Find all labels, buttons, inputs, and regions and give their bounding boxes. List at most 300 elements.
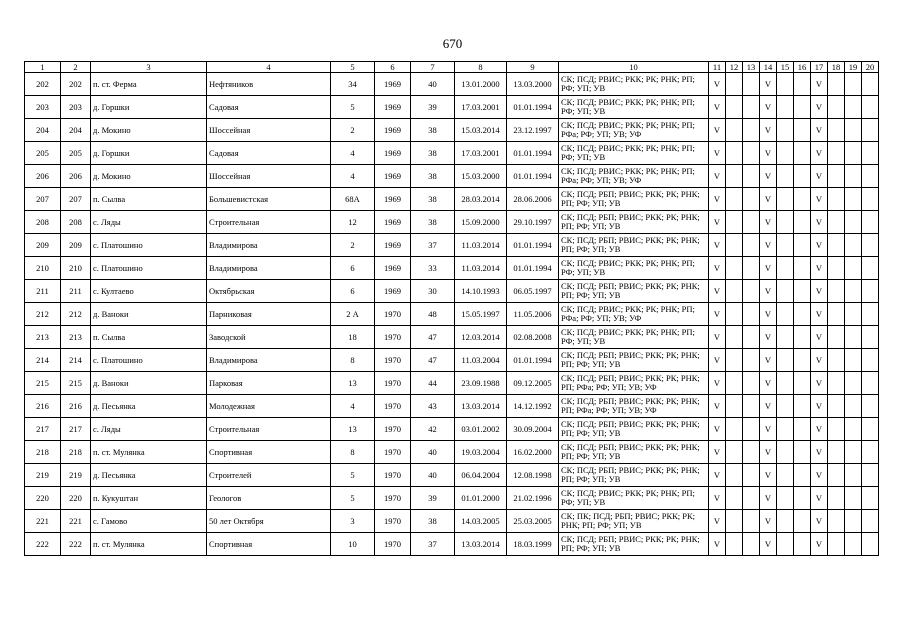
mark-cell-20: [862, 349, 879, 372]
mark-cell-16: [794, 464, 811, 487]
repair-date-cell: 11.05.2006: [507, 303, 559, 326]
work-types-cell: СК; ПСД; РБП; РВИС; РКК; РК; РНК; РП; РФ; УП; УВ: [559, 349, 709, 372]
mark-cell-18: [828, 234, 845, 257]
table-row: [25, 211, 879, 234]
inspection-date-cell: 14.03.2005: [455, 510, 507, 533]
mark-cell-15: [777, 211, 794, 234]
repair-date-cell: 18.03.1999: [507, 533, 559, 556]
street-cell: Нефтяников: [207, 73, 331, 96]
column-number-header: 20: [862, 62, 879, 73]
inspection-date-cell: 17.03.2001: [455, 96, 507, 119]
mark-cell-11: V: [709, 395, 726, 418]
year-built-cell: 1970: [375, 441, 411, 464]
repair-date-cell: 12.08.1998: [507, 464, 559, 487]
locality-cell: д. Мокино: [91, 165, 207, 188]
mark-cell-14: V: [760, 326, 777, 349]
mark-cell-20: [862, 142, 879, 165]
repair-date-cell: 21.02.1996: [507, 487, 559, 510]
row-number-cell: 218: [25, 441, 61, 464]
row-number-cell: 204: [25, 119, 61, 142]
mark-cell-15: [777, 326, 794, 349]
mark-cell-14: V: [760, 96, 777, 119]
mark-cell-20: [862, 211, 879, 234]
building-number-cell: 4: [331, 395, 375, 418]
locality-cell: п. Сылва: [91, 326, 207, 349]
row-number-cell: 217: [25, 418, 61, 441]
table-row: [25, 234, 879, 257]
mark-cell-19: [845, 73, 862, 96]
building-number-cell: 18: [331, 326, 375, 349]
house-number-cell: 209: [61, 234, 91, 257]
mark-cell-19: [845, 487, 862, 510]
mark-cell-13: [743, 349, 760, 372]
work-types-cell: СК; ПСД; РБП; РВИС; РКК; РК; РНК; РП; РФа; РФ; УП; УВ; УФ: [559, 395, 709, 418]
inspection-date-cell: 15.05.1997: [455, 303, 507, 326]
mark-cell-12: [726, 234, 743, 257]
mark-cell-19: [845, 234, 862, 257]
mark-cell-13: [743, 533, 760, 556]
mark-cell-16: [794, 441, 811, 464]
street-cell: Шоссейная: [207, 165, 331, 188]
mark-cell-16: [794, 234, 811, 257]
mark-cell-16: [794, 395, 811, 418]
repair-date-cell: 23.12.1997: [507, 119, 559, 142]
mark-cell-12: [726, 165, 743, 188]
street-cell: Строителей: [207, 464, 331, 487]
inspection-date-cell: 11.03.2014: [455, 257, 507, 280]
wear-percent-cell: 38: [411, 510, 455, 533]
street-cell: Геологов: [207, 487, 331, 510]
inspection-date-cell: 15.03.2014: [455, 119, 507, 142]
building-number-cell: 3: [331, 510, 375, 533]
mark-cell-16: [794, 487, 811, 510]
mark-cell-20: [862, 464, 879, 487]
house-number-cell: 219: [61, 464, 91, 487]
mark-cell-12: [726, 510, 743, 533]
row-number-cell: 206: [25, 165, 61, 188]
mark-cell-17: V: [811, 280, 828, 303]
row-number-cell: 220: [25, 487, 61, 510]
inspection-date-cell: 17.03.2001: [455, 142, 507, 165]
mark-cell-14: V: [760, 280, 777, 303]
mark-cell-19: [845, 165, 862, 188]
mark-cell-19: [845, 96, 862, 119]
column-number-header: 15: [777, 62, 794, 73]
building-number-cell: 34: [331, 73, 375, 96]
column-number-header: 4: [207, 62, 331, 73]
house-number-cell: 218: [61, 441, 91, 464]
table-row: [25, 73, 879, 96]
mark-cell-20: [862, 441, 879, 464]
mark-cell-14: V: [760, 395, 777, 418]
house-number-cell: 213: [61, 326, 91, 349]
locality-cell: д. Горшки: [91, 96, 207, 119]
mark-cell-19: [845, 349, 862, 372]
mark-cell-16: [794, 96, 811, 119]
mark-cell-18: [828, 119, 845, 142]
mark-cell-12: [726, 257, 743, 280]
street-cell: Парниковая: [207, 303, 331, 326]
mark-cell-20: [862, 119, 879, 142]
repair-date-cell: 25.03.2005: [507, 510, 559, 533]
mark-cell-11: V: [709, 372, 726, 395]
mark-cell-14: V: [760, 418, 777, 441]
mark-cell-13: [743, 142, 760, 165]
wear-percent-cell: 38: [411, 119, 455, 142]
locality-cell: п. ст. Ферма: [91, 73, 207, 96]
mark-cell-19: [845, 280, 862, 303]
wear-percent-cell: 37: [411, 533, 455, 556]
mark-cell-11: V: [709, 533, 726, 556]
table-row: [25, 188, 879, 211]
mark-cell-14: V: [760, 464, 777, 487]
building-number-cell: 4: [331, 142, 375, 165]
row-number-cell: 222: [25, 533, 61, 556]
locality-cell: д. Горшки: [91, 142, 207, 165]
repair-date-cell: 01.01.1994: [507, 234, 559, 257]
inspection-date-cell: 13.03.2014: [455, 395, 507, 418]
mark-cell-11: V: [709, 487, 726, 510]
mark-cell-17: V: [811, 257, 828, 280]
house-number-cell: 204: [61, 119, 91, 142]
year-built-cell: 1969: [375, 188, 411, 211]
mark-cell-12: [726, 188, 743, 211]
column-number-header: 14: [760, 62, 777, 73]
wear-percent-cell: 38: [411, 211, 455, 234]
mark-cell-13: [743, 372, 760, 395]
mark-cell-20: [862, 234, 879, 257]
mark-cell-11: V: [709, 119, 726, 142]
mark-cell-15: [777, 73, 794, 96]
year-built-cell: 1969: [375, 165, 411, 188]
mark-cell-12: [726, 211, 743, 234]
year-built-cell: 1970: [375, 533, 411, 556]
inspection-date-cell: 14.10.1993: [455, 280, 507, 303]
inspection-date-cell: 12.03.2014: [455, 326, 507, 349]
wear-percent-cell: 47: [411, 326, 455, 349]
work-types-cell: СК; ПСД; РВИС; РКК; РК; РНК; РП; РФа; РФ; УП; УВ; УФ: [559, 303, 709, 326]
building-number-cell: 6: [331, 257, 375, 280]
column-number-header: 12: [726, 62, 743, 73]
mark-cell-14: V: [760, 441, 777, 464]
mark-cell-16: [794, 372, 811, 395]
work-types-cell: СК; ПСД; РВИС; РКК; РК; РНК; РП; РФ; УП; УВ: [559, 257, 709, 280]
mark-cell-18: [828, 441, 845, 464]
mark-cell-14: V: [760, 211, 777, 234]
repair-date-cell: 02.08.2008: [507, 326, 559, 349]
building-number-cell: 68А: [331, 188, 375, 211]
work-types-cell: СК; ПСД; РБП; РВИС; РКК; РК; РНК; РП; РФ; УП; УВ: [559, 464, 709, 487]
mark-cell-17: V: [811, 303, 828, 326]
street-cell: Шоссейная: [207, 119, 331, 142]
mark-cell-15: [777, 441, 794, 464]
mark-cell-12: [726, 533, 743, 556]
mark-cell-18: [828, 142, 845, 165]
mark-cell-15: [777, 234, 794, 257]
house-number-cell: 216: [61, 395, 91, 418]
mark-cell-11: V: [709, 303, 726, 326]
mark-cell-12: [726, 418, 743, 441]
repair-date-cell: 01.01.1994: [507, 349, 559, 372]
wear-percent-cell: 38: [411, 165, 455, 188]
column-number-header: 16: [794, 62, 811, 73]
table-row: [25, 326, 879, 349]
inspection-date-cell: 13.03.2014: [455, 533, 507, 556]
page-number: 670: [442, 36, 463, 51]
mark-cell-12: [726, 96, 743, 119]
mark-cell-19: [845, 441, 862, 464]
mark-cell-13: [743, 510, 760, 533]
mark-cell-18: [828, 372, 845, 395]
building-number-cell: 6: [331, 280, 375, 303]
mark-cell-15: [777, 533, 794, 556]
inspection-date-cell: 06.04.2004: [455, 464, 507, 487]
work-types-cell: СК; ПСД; РВИС; РКК; РК; РНК; РП; РФ; УП; УВ: [559, 326, 709, 349]
row-number-cell: 202: [25, 73, 61, 96]
row-number-cell: 211: [25, 280, 61, 303]
mark-cell-13: [743, 395, 760, 418]
mark-cell-14: V: [760, 533, 777, 556]
inspection-date-cell: 03.01.2002: [455, 418, 507, 441]
inspection-date-cell: 28.03.2014: [455, 188, 507, 211]
mark-cell-11: V: [709, 234, 726, 257]
street-cell: Владимирова: [207, 257, 331, 280]
year-built-cell: 1969: [375, 142, 411, 165]
wear-percent-cell: 39: [411, 96, 455, 119]
mark-cell-20: [862, 510, 879, 533]
repair-date-cell: 09.12.2005: [507, 372, 559, 395]
mark-cell-13: [743, 73, 760, 96]
mark-cell-15: [777, 418, 794, 441]
mark-cell-19: [845, 188, 862, 211]
row-number-cell: 209: [25, 234, 61, 257]
column-number-header: 13: [743, 62, 760, 73]
repair-date-cell: 28.06.2006: [507, 188, 559, 211]
table-row: [25, 372, 879, 395]
work-types-cell: СК; ПСД; РВИС; РКК; РК; РНК; РП; РФа; РФ; УП; УВ; УФ: [559, 119, 709, 142]
mark-cell-12: [726, 464, 743, 487]
mark-cell-20: [862, 165, 879, 188]
column-number-header: 10: [559, 62, 709, 73]
mark-cell-14: V: [760, 73, 777, 96]
mark-cell-13: [743, 188, 760, 211]
mark-cell-20: [862, 96, 879, 119]
building-number-cell: 10: [331, 533, 375, 556]
row-number-cell: 207: [25, 188, 61, 211]
locality-cell: д. Мокино: [91, 119, 207, 142]
column-number-header: 6: [375, 62, 411, 73]
work-types-cell: СК; ПСД; РБП; РВИС; РКК; РК; РНК; РП; РФ; УП; УВ: [559, 188, 709, 211]
mark-cell-14: V: [760, 165, 777, 188]
mark-cell-17: V: [811, 211, 828, 234]
mark-cell-15: [777, 349, 794, 372]
street-cell: Большевистская: [207, 188, 331, 211]
mark-cell-18: [828, 280, 845, 303]
table-row: [25, 142, 879, 165]
mark-cell-18: [828, 395, 845, 418]
mark-cell-12: [726, 326, 743, 349]
column-number-header: 3: [91, 62, 207, 73]
mark-cell-18: [828, 165, 845, 188]
work-types-cell: СК; ПСД; РБП; РВИС; РКК; РК; РНК; РП; РФ; УП; УВ: [559, 280, 709, 303]
mark-cell-17: V: [811, 119, 828, 142]
year-built-cell: 1970: [375, 349, 411, 372]
repair-date-cell: 30.09.2004: [507, 418, 559, 441]
mark-cell-17: V: [811, 349, 828, 372]
row-number-cell: 221: [25, 510, 61, 533]
mark-cell-16: [794, 211, 811, 234]
mark-cell-12: [726, 280, 743, 303]
mark-cell-15: [777, 487, 794, 510]
table-row: [25, 533, 879, 556]
mark-cell-13: [743, 211, 760, 234]
house-number-cell: 220: [61, 487, 91, 510]
street-cell: Заводской: [207, 326, 331, 349]
house-number-cell: 203: [61, 96, 91, 119]
mark-cell-17: V: [811, 165, 828, 188]
table-row: [25, 165, 879, 188]
mark-cell-13: [743, 303, 760, 326]
mark-cell-11: V: [709, 257, 726, 280]
house-number-cell: 221: [61, 510, 91, 533]
mark-cell-17: V: [811, 487, 828, 510]
inspection-date-cell: 19.03.2004: [455, 441, 507, 464]
row-number-cell: 215: [25, 372, 61, 395]
housing-register-table: [24, 61, 879, 556]
mark-cell-17: V: [811, 441, 828, 464]
year-built-cell: 1970: [375, 395, 411, 418]
column-number-header: 11: [709, 62, 726, 73]
inspection-date-cell: 11.03.2004: [455, 349, 507, 372]
mark-cell-17: V: [811, 73, 828, 96]
locality-cell: п. Сылва: [91, 188, 207, 211]
table-row: [25, 257, 879, 280]
mark-cell-11: V: [709, 510, 726, 533]
inspection-date-cell: 13.01.2000: [455, 73, 507, 96]
inspection-date-cell: 23.09.1988: [455, 372, 507, 395]
row-number-cell: 210: [25, 257, 61, 280]
year-built-cell: 1969: [375, 234, 411, 257]
wear-percent-cell: 40: [411, 73, 455, 96]
house-number-cell: 208: [61, 211, 91, 234]
mark-cell-12: [726, 349, 743, 372]
mark-cell-15: [777, 303, 794, 326]
locality-cell: с. Платошино: [91, 257, 207, 280]
mark-cell-16: [794, 510, 811, 533]
mark-cell-16: [794, 349, 811, 372]
building-number-cell: 2: [331, 234, 375, 257]
street-cell: Строительная: [207, 211, 331, 234]
mark-cell-11: V: [709, 280, 726, 303]
locality-cell: д. Песьянка: [91, 464, 207, 487]
row-number-cell: 214: [25, 349, 61, 372]
mark-cell-20: [862, 73, 879, 96]
work-types-cell: СК; ПК; ПСД; РБП; РВИС; РКК; РК; РНК; РП; РФ; УП; УВ: [559, 510, 709, 533]
mark-cell-11: V: [709, 142, 726, 165]
mark-cell-19: [845, 510, 862, 533]
work-types-cell: СК; ПСД; РВИС; РКК; РК; РНК; РП; РФ; УП; УВ: [559, 73, 709, 96]
mark-cell-12: [726, 372, 743, 395]
mark-cell-12: [726, 303, 743, 326]
mark-cell-14: V: [760, 349, 777, 372]
mark-cell-18: [828, 510, 845, 533]
work-types-cell: СК; ПСД; РБП; РВИС; РКК; РК; РНК; РП; РФ; УП; УВ: [559, 211, 709, 234]
year-built-cell: 1970: [375, 487, 411, 510]
house-number-cell: 214: [61, 349, 91, 372]
wear-percent-cell: 37: [411, 234, 455, 257]
mark-cell-17: V: [811, 464, 828, 487]
repair-date-cell: 06.05.1997: [507, 280, 559, 303]
mark-cell-18: [828, 96, 845, 119]
wear-percent-cell: 39: [411, 487, 455, 510]
street-cell: 50 лет Октября: [207, 510, 331, 533]
mark-cell-17: V: [811, 395, 828, 418]
mark-cell-12: [726, 73, 743, 96]
repair-date-cell: 29.10.1997: [507, 211, 559, 234]
mark-cell-13: [743, 418, 760, 441]
locality-cell: д. Ваноки: [91, 372, 207, 395]
mark-cell-16: [794, 303, 811, 326]
wear-percent-cell: 42: [411, 418, 455, 441]
mark-cell-13: [743, 487, 760, 510]
table-row: [25, 96, 879, 119]
year-built-cell: 1970: [375, 372, 411, 395]
repair-date-cell: 01.01.1994: [507, 142, 559, 165]
column-number-header-row: [25, 62, 879, 73]
table-row: [25, 487, 879, 510]
mark-cell-14: V: [760, 372, 777, 395]
table-row: [25, 119, 879, 142]
locality-cell: п. ст. Мулянка: [91, 533, 207, 556]
column-number-header: 17: [811, 62, 828, 73]
mark-cell-15: [777, 142, 794, 165]
mark-cell-20: [862, 326, 879, 349]
mark-cell-20: [862, 418, 879, 441]
mark-cell-16: [794, 418, 811, 441]
wear-percent-cell: 33: [411, 257, 455, 280]
mark-cell-17: V: [811, 326, 828, 349]
mark-cell-18: [828, 211, 845, 234]
building-number-cell: 8: [331, 349, 375, 372]
mark-cell-15: [777, 119, 794, 142]
mark-cell-11: V: [709, 73, 726, 96]
mark-cell-14: V: [760, 234, 777, 257]
mark-cell-11: V: [709, 464, 726, 487]
year-built-cell: 1969: [375, 280, 411, 303]
repair-date-cell: 14.12.1992: [507, 395, 559, 418]
locality-cell: п. ст. Мулянка: [91, 441, 207, 464]
mark-cell-18: [828, 533, 845, 556]
street-cell: Молодежная: [207, 395, 331, 418]
inspection-date-cell: 11.03.2014: [455, 234, 507, 257]
mark-cell-15: [777, 395, 794, 418]
work-types-cell: СК; ПСД; РБП; РВИС; РКК; РК; РНК; РП; РФ; УП; УВ: [559, 441, 709, 464]
mark-cell-18: [828, 464, 845, 487]
mark-cell-16: [794, 326, 811, 349]
row-number-cell: 213: [25, 326, 61, 349]
inspection-date-cell: 15.03.2000: [455, 165, 507, 188]
building-number-cell: 5: [331, 96, 375, 119]
mark-cell-17: V: [811, 372, 828, 395]
table-row: [25, 418, 879, 441]
mark-cell-20: [862, 303, 879, 326]
mark-cell-20: [862, 372, 879, 395]
mark-cell-16: [794, 73, 811, 96]
table-row: [25, 280, 879, 303]
mark-cell-20: [862, 395, 879, 418]
mark-cell-19: [845, 303, 862, 326]
table-row: [25, 349, 879, 372]
